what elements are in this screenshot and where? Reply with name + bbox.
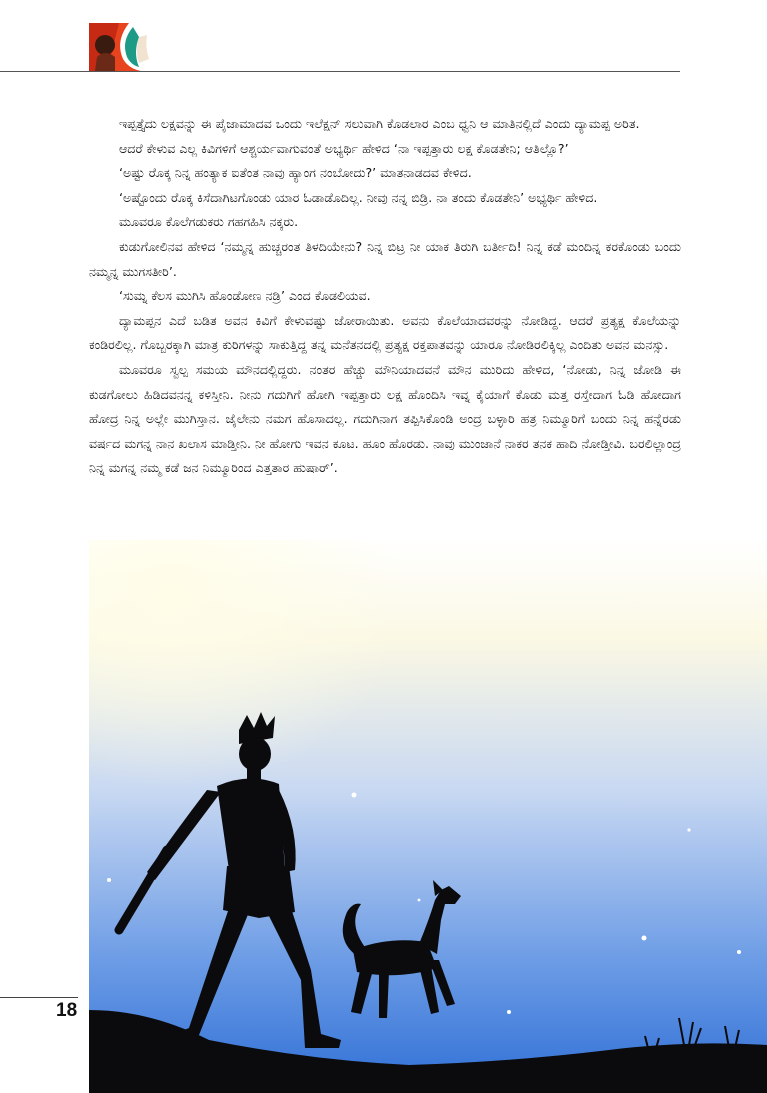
paragraph: ಮೂವರೂ ಕೊಲೆಗಡುಕರು ಗಹಗಹಿಸಿ ನಕ್ಕರು. [119, 214, 299, 230]
paragraph: ಮೂವರೂ ಸ್ವಲ್ಪ ಸಮಯ ಮೌನದಲ್ಲಿದ್ದರು. ನಂತರ ಹೆಚ್ಚು ಮೌನಿಯಾದವನೆ ಮೌನ ಮುರಿದು ಹೇಳಿದ, ‘ನೋಡು, ನಿನ್ನ ಜೋಡಿ ಈ ಕುಡಗೋಲು ಹಿಡಿದವನನ್ನ ಕಳಿಸ್ತೀನಿ. ನೀನು ಗದುಗಿಗೆ ಹೋಗಿ ಇಪ್ಪತ್ತಾರು ಲಕ್ಷ ಹೊಂದಿಸಿ ಇವ್ನ ಕೈಯಾಗೆ ಕೊಡು ಮತ್ತ ರಸ್ತೇದಾಗ ಓಡಿ ಹೋದಾಗ ಹೋದ್ರ ನಿನ್ನ ಅಲ್ಲೇ ಮುಗಿಸ್ತಾನ. ಜೈಲೇನು ನಮಗ ಹೊಸಾದಲ್ಲ. ಗದುಗಿನಾಗ ತಪ್ಪಿಸಿಕೊಂಡಿ ಅಂದ್ರ ಬಳ್ಳಾರಿ ಹತ್ರ ನಿಮ್ಮೂರಿಗೆ ಬಂದು ನಿನ್ನ ಹನ್ನೆರಡು ವರ್ಷದ ಮಗನ್ನ ನಾನ ಖಲಾಸ ಮಾಡ್ತೀನಿ. ನೀ ಹೋಗು ಇವನ ಕೂಟ. ಹೂಂ ಹೊರಡು. ನಾವು ಮುಂಜಾನೆ ನಾಕರ ತನಕ ಹಾದಿ ನೋಡ್ತೀವಿ. ಬರಲಿಲ್ಲಾಂದ್ರ ನಿನ್ನ ಮಗನ್ನ ನಮ್ಮ ಕಡೆ ಜನ ನಿಮ್ಮೂರಿಂದ ಎತ್ತತಾರ ಹುಷಾರ್’. [89, 361, 681, 476]
header-rule [0, 71, 680, 72]
paragraph: ಆದರೆ ಕೇಳುವ ಎಲ್ಲ ಕಿವಿಗಳಿಗೆ ಆಶ್ಚರ್ಯವಾಗುವಂತೆ ಅಭ್ಯರ್ಥಿ ಹೇಳಿದ ‘ನಾ ಇಪ್ಪತ್ತಾರು ಲಕ್ಷ ಕೊಡತೇನಿ; ಆತಿಲ್ಲೊ?’ [119, 140, 569, 156]
chapter-logo [89, 23, 153, 71]
body-text [89, 112, 681, 481]
paragraph: ‘ಅಷ್ಟೊಂದು ರೊಕ್ಕ ಕಿಸೆದಾಗಿಟಗೊಂಡು ಯಾರ ಓಡಾಡೊದಿಲ್ಲ. ನೀವು ನನ್ನ ಬಿಡ್ರಿ. ನಾ ತಂದು ಕೊಡತೇನಿ’ ಅಭ್ಯರ್ಥಿ ಹೇಳಿದ. [119, 189, 598, 205]
page-number-rule [0, 997, 78, 998]
paragraph: ಇಪ್ಪತ್ತೈದು ಲಕ್ಷವನ್ನು ಈ ಪೈಜಾಮಾದವ ಒಂದು ಇಲೆಕ್ಷನ್ ಸಲುವಾಗಿ ಕೊಡಲಾರ ಎಂಬ ಧ್ವನಿ ಆ ಮಾತಿನಲ್ಲಿದೆ ಎಂದು ದ್ಯಾಮಪ್ಪ ಅರಿತ. [119, 116, 640, 131]
paragraph: ದ್ಯಾಮಪ್ಪನ ಎದೆ ಬಡಿತ ಅವನ ಕಿವಿಗೆ ಕೇಳುವಷ್ಟು ಜೋರಾಯಿತು. ಅವನು ಕೊಲೆಯಾದವರನ್ನು ನೋಡಿದ್ದ. ಆದರೆ ಪ್ರತ್ಯಕ್ಷ ಕೊಲೆಯನ್ನು ಕಂಡಿರಲಿಲ್ಲ. ಗೊಬ್ಬರಕ್ಕಾಗಿ ಮಾತ್ರ ಕುರಿಗಳನ್ನು ಸಾಕುತ್ತಿದ್ದ ತನ್ನ ಮನೆತನದಲ್ಲಿ ಪ್ರತ್ಯಕ್ಷ ರಕ್ತಪಾತವನ್ನು ಯಾರೂ ನೋಡಿರಲಿಕ್ಕಿಲ್ಲ ಎಂದಿತು ಅವನ ಮನಸ್ಸು. [89, 312, 681, 353]
paragraph: ‘ಅಷ್ಟು ರೊಕ್ಕ ನಿನ್ನ ಹಂತ್ಯಾಕ ಐತೆಂತ ನಾವು ಹ್ಯಾಂಗ ನಂಬೋದು?’ ಮಾತನಾಡದವ ಕೇಳಿದ. [119, 165, 472, 181]
silhouette-illustration [89, 540, 767, 1093]
paragraph: ‘ಸುಮ್ನ ಕೆಲಸ ಮುಗಿಸಿ ಹೊಂಡೋಣ ನಡ್ರಿ’ ಎಂದ ಕೊಡಲಿಯವ. [119, 288, 371, 304]
page-number: 18 [56, 1000, 78, 1021]
paragraph: ಕುಡುಗೋಲಿನವ ಹೇಳಿದ ‘ನಮ್ಮನ್ನ ಹುಚ್ಚರಂತ ತಿಳದಿಯೇನು? ನಿನ್ನ ಬಿಟ್ರ ನೀ ಯಾಕ ತಿರುಗಿ ಬರ್ತೀದಿ! ನಿನ್ನ ಕಡೆ ಮಂದಿನ್ನ ಕರಕೊಂಡು ಬಂದು ನಮ್ಮನ್ನ ಮುಗಸತೀರಿ’. [89, 238, 681, 279]
